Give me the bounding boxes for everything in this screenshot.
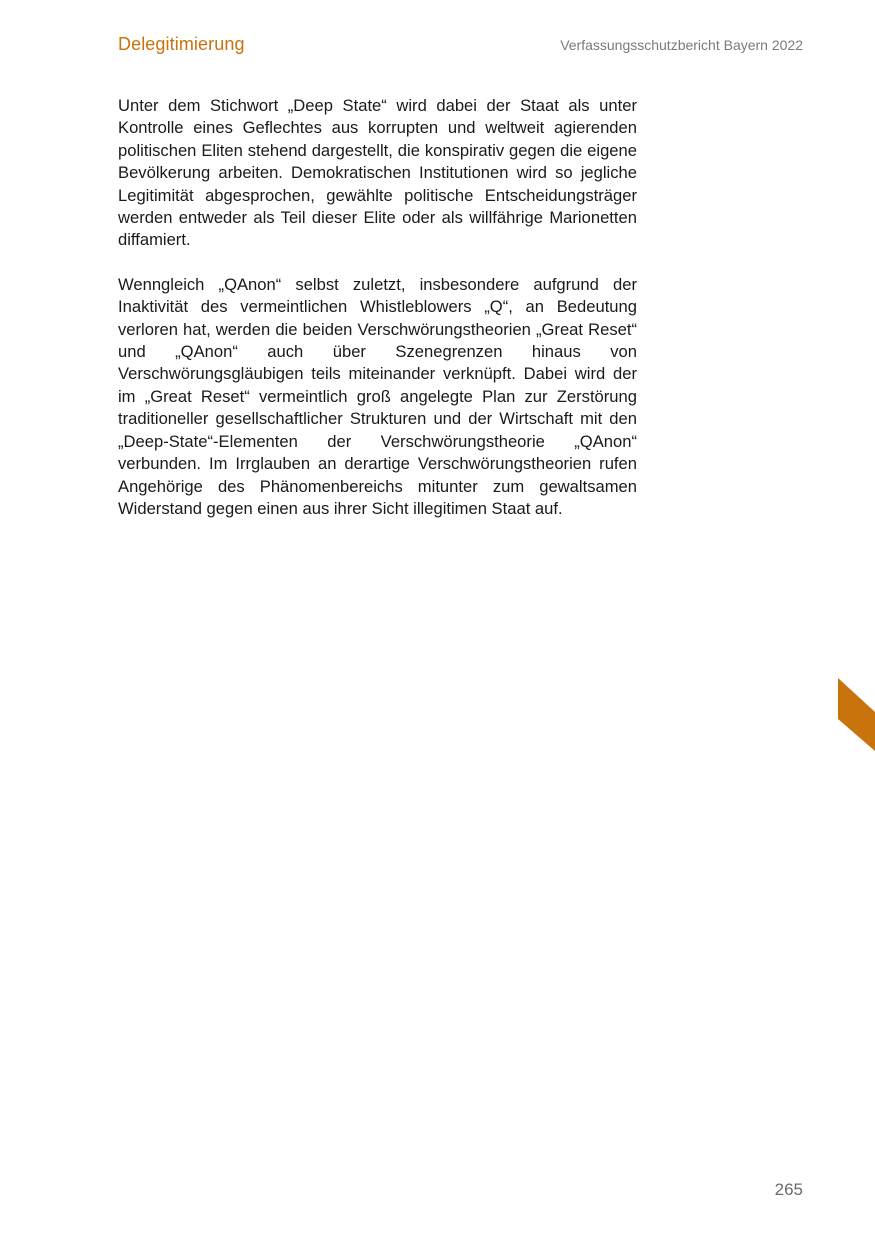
paragraph-1: Unter dem Stichwort „Deep State“ wird dabei der Staat als unter Kontrolle eines Geflechtes aus korrupten und weltweit agierenden politischen Eliten stehend dargestellt, die konspirativ gegen die eigene Bevölkerung arbeiten. Demokratischen Institutionen wird so jegliche Legitimität abgesprochen, gewählte politische Entscheidungsträger werden entweder als Teil dieser Elite oder als willfährige Marionetten diffamiert. — [118, 96, 637, 250]
report-title: Verfassungsschutzbericht Bayern 2022 — [560, 37, 803, 53]
main-text — [118, 95, 637, 542]
chapter-title: Delegitimierung — [118, 34, 245, 54]
paragraph-2: Wenngleich „QAnon“ selbst zuletzt, insbesondere aufgrund der Inaktivität des vermeintlichen Whistleblowers „Q“, an Bedeutung verloren hat, werden die beiden Verschwörungstheorien „Great Reset“ und „QAnon“ auch über Szenegrenzen hinaus von Verschwörungsgläubigen teils miteinander verknüpft. Dabei wird der im „Great Reset“ vermeintlich groß angelegte Plan zur Zerstörung traditioneller gesellschaftlicher Strukturen und der Wirtschaft mit den „Deep-State“-Elementen der Verschwörungstheorie „QAnon“ verbunden. Im Irrglauben an derartige Verschwörungstheorien rufen Angehörige des Phänomenbereichs mitunter zum gewaltsamen Widerstand gegen einen aus ihrer Sicht illegitimen Staat auf. — [118, 274, 637, 518]
chapter-tab-marker-icon — [838, 678, 875, 751]
page-number: 265 — [774, 1180, 803, 1199]
